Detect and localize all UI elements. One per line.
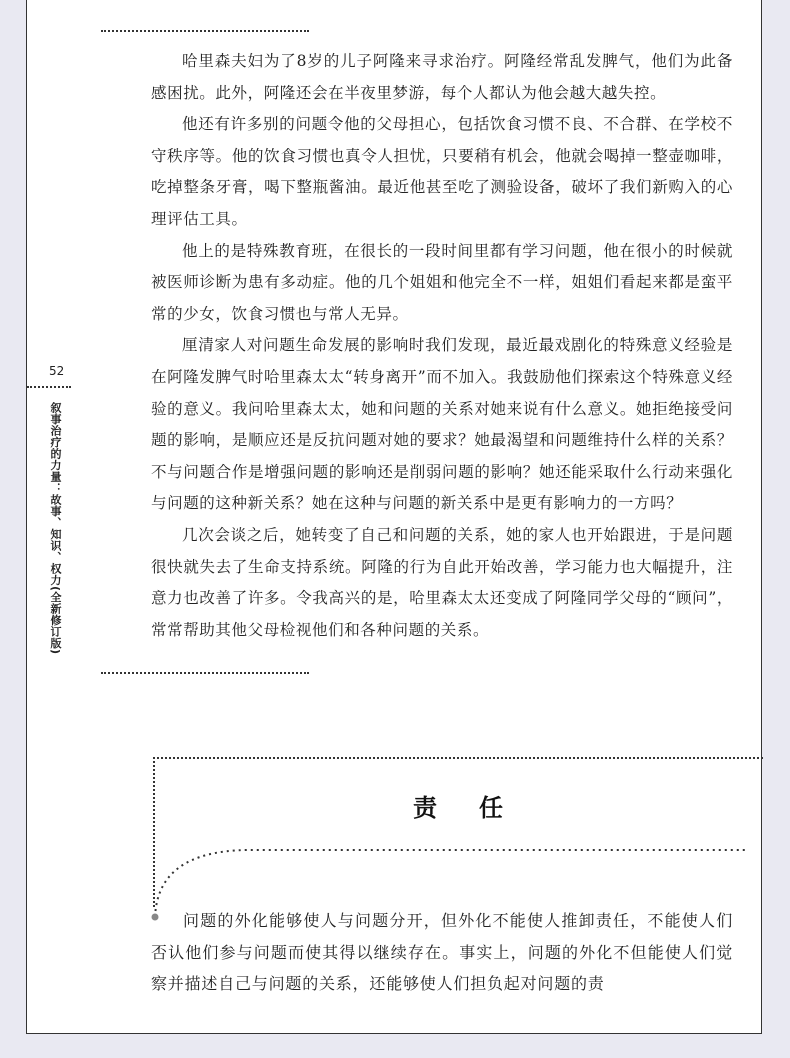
margin-dotted-rule — [27, 386, 71, 388]
section-frame-top — [153, 757, 763, 759]
story-paragraph-2: 他还有许多别的问题令他的父母担心，包括饮食习惯不良、不合群、在学校不守秩序等。他的饮食习惯也真令人担忧，只要稍有机会，他就会喝掉一整壶咖啡，吃掉整条牙膏，喝下整瓶酱油。最近他甚至吃了测验设备，破坏了我们新购入的心理评估工具。 — [151, 115, 733, 228]
section-paragraph: 问题的外化能够使人与问题分开，但外化不能使人推卸责任，不能使人们否认他们参与问题而使其得以继续存在。事实上，问题的外化不但能使人们觉察并描述自己与问题的关系，还能够使人们担负起对问题的责 — [151, 911, 733, 993]
running-head: 叙事治疗的力量：故事、知识、权力(全新修订版) — [49, 402, 62, 655]
section-body — [151, 905, 733, 1000]
dotted-rule-bottom — [101, 672, 309, 674]
story-paragraph-5: 几次会谈之后，她转变了自己和问题的关系，她的家人也开始跟进，于是问题很快就失去了生命支持系统。阿隆的行为自此开始改善，学习能力也大幅提升，注意力也改善了许多。令我高兴的是，哈里森太太还变成了阿隆同学父母的“顾问”，常常帮助其他父母检视他们和各种问题的关系。 — [151, 525, 733, 639]
story-paragraph-4: 厘清家人对问题生命发展的影响时我们发现，最近最戏剧化的特殊意义经验是在阿隆发脾气时哈里森太太“转身离开”而不加入。我鼓励他们探索这个特殊意义经验的意义。我问哈里森太太，她和问题的关系对她来说有什么意义。她拒绝接受问题的影响，是顺应还是反抗问题对她的要求？她最渴望和问题维持什么样的关系？不与问题合作是增强问题的影响还是削弱问题的影响？她还能采取什么行动来强化与问题的这种新关系？她在这种与问题的新关系中是更有影响力的一方吗？ — [151, 336, 733, 513]
story-paragraph-1: 哈里森夫妇为了8岁的儿子阿隆来寻求治疗。阿隆经常乱发脾气，他们为此备感困扰。此外，阿隆还会在半夜里梦游，每个人都认为他会越大越失控。 — [151, 52, 733, 102]
story-paragraph-3: 他上的是特殊教育班，在很长的一段时间里都有学习问题，他在很小的时候就被医师诊断为患有多动症。他的几个姐姐和他完全不一样，姐姐们看起来都是蛮平常的少女，饮食习惯也与常人无异。 — [151, 241, 733, 323]
book-page — [26, 0, 762, 1034]
page-number: 52 — [49, 364, 65, 378]
case-story — [151, 46, 733, 646]
dotted-rule-top — [101, 30, 309, 32]
section-title: 责任 — [413, 794, 545, 822]
